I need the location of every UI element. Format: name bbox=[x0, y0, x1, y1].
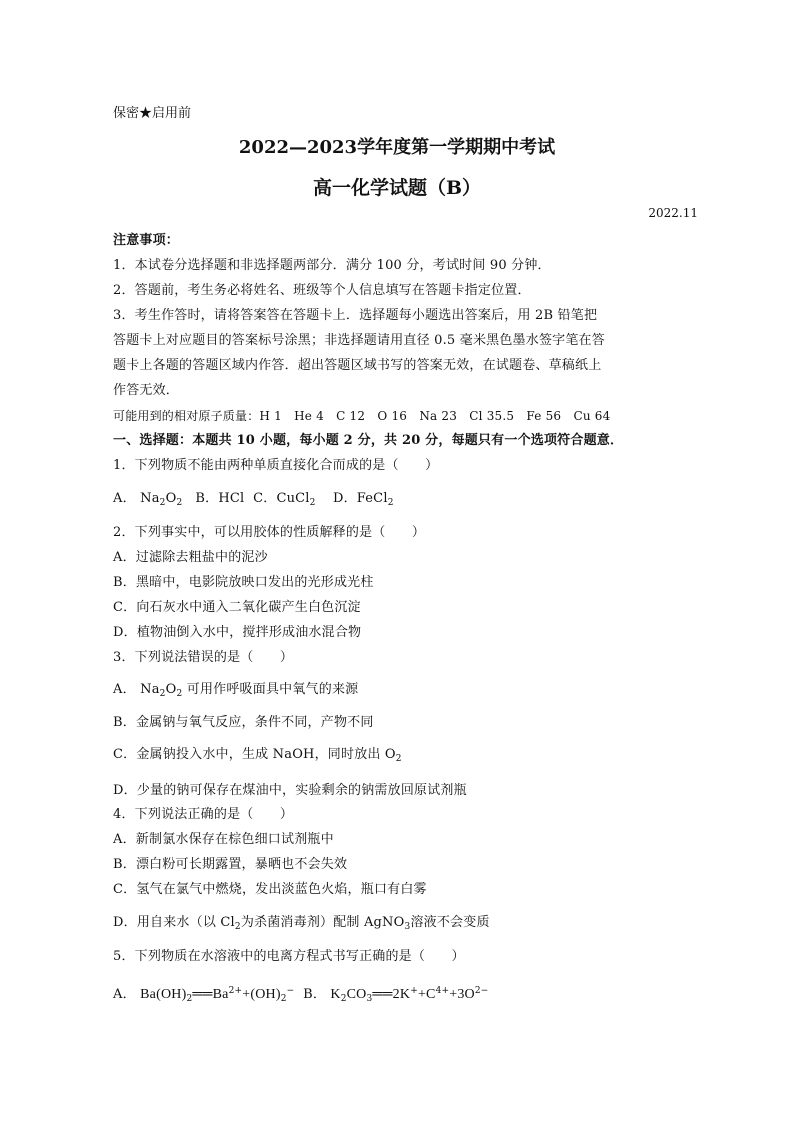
question-5-options bbox=[113, 982, 489, 1008]
q2-option-c: C．向石灰水中通入二氧化碳产生白色沉淀 bbox=[113, 600, 361, 615]
question-1-options bbox=[113, 490, 394, 512]
note-item-2: 2．答题前，考生务必将姓名、班级等个人信息填写在答题卡指定位置． bbox=[113, 283, 531, 298]
note-item-3-cont-1: 答题卡上对应题目的答案标号涂黑；非选择题请用直径 0.5 毫米黑色墨水签字笔在答 bbox=[113, 333, 605, 348]
q3-option-d: D．少量的钠可保存在煤油中，实验剩余的钠需放回原试剂瓶 bbox=[113, 783, 467, 798]
question-3-stem: 3．下列说法错误的是（ ） bbox=[113, 650, 294, 665]
note-item-3-cont-2: 题卡上各题的答题区域内作答．超出答题区域书写的答案无效，在试题卷、草稿纸上 bbox=[113, 358, 602, 373]
q1-option-a: A． $Na_2O_2$ bbox=[113, 491, 183, 508]
exam-subtitle: 高一化学试题（B） bbox=[312, 177, 482, 199]
confidential-mark: 保密★启用前 bbox=[113, 106, 192, 121]
question-5-stem: 5．下列物质在水溶液中的电离方程式书写正确的是（ ） bbox=[113, 949, 465, 964]
note-item-1: 1．本试卷分选择题和非选择题两部分．满分 100 分，考试时间 90 分钟． bbox=[113, 258, 551, 273]
exam-title: 2022—2023学年度第一学期期中考试 bbox=[238, 137, 556, 158]
q3-option-b: B．金属钠与氧气反应，条件不同，产物不同 bbox=[113, 715, 374, 730]
q1-option-d: D．FeCl$_2$ bbox=[332, 491, 394, 508]
q4-option-c: C．氢气在氯气中燃烧，发出淡蓝色火焰，瓶口有白雾 bbox=[113, 882, 427, 897]
q1-option-c: C．CuCl$_2$ bbox=[253, 491, 316, 508]
q4-option-a: A．新制氯水保存在棕色细口试剂瓶中 bbox=[113, 832, 334, 847]
note-item-3-cont-3: 作答无效． bbox=[113, 383, 180, 398]
question-2-stem: 2．下列事实中，可以用胶体的性质解释的是（ ） bbox=[113, 525, 426, 540]
q3-option-a: A． $Na_2O_2$ 可用作呼吸面具中氧气的来源 bbox=[113, 682, 359, 699]
question-4-stem: 4．下列说法正确的是（ ） bbox=[113, 807, 294, 822]
q4-option-b: B．漂白粉可长期露置，暴晒也不会失效 bbox=[113, 857, 348, 872]
q1-option-b: B．HCl bbox=[195, 491, 245, 506]
section-1-heading: 一、选择题：本题共 10 小题，每小题 2 分，共 20 分，每题只有一个选项符合题意． bbox=[113, 433, 624, 448]
atomic-masses: 可能用到的相对原子质量：H 1 He 4 C 12 O 16 Na 23 Cl 35.5 Fe 56 Cu 64 bbox=[113, 409, 611, 423]
q4-option-d: D．用自来水（以 $Cl_2$为杀菌消毒剂）配制 AgNO$_3$溶液不会变质 bbox=[113, 915, 490, 932]
notes-heading: 注意事项： bbox=[113, 233, 180, 248]
q3-option-c: C．金属钠投入水中，生成 NaOH，同时放出 $O_2$ bbox=[113, 747, 402, 764]
q5-option-b: B． $K_2CO_3══2K^++C^{4+}+3O^{2-}$ bbox=[303, 986, 489, 1004]
q2-option-a: A．过滤除去粗盐中的泥沙 bbox=[113, 550, 268, 565]
question-1-stem: 1．下列物质不能由两种单质直接化合而成的是（ ） bbox=[113, 458, 439, 473]
q2-option-d: D．植物油倒入水中，搅拌形成油水混合物 bbox=[113, 625, 362, 640]
q5-option-a: A． $Ba(OH)_2══Ba^{2+}+(OH)_2^-$ bbox=[113, 986, 295, 1004]
q2-option-b: B．黑暗中，电影院放映口发出的光形成光柱 bbox=[113, 575, 374, 590]
note-item-3: 3．考生作答时，请将答案答在答题卡上．选择题每小题选出答案后，用 2B 铅笔把 bbox=[113, 308, 598, 323]
exam-date: 2022.11 bbox=[648, 206, 698, 220]
